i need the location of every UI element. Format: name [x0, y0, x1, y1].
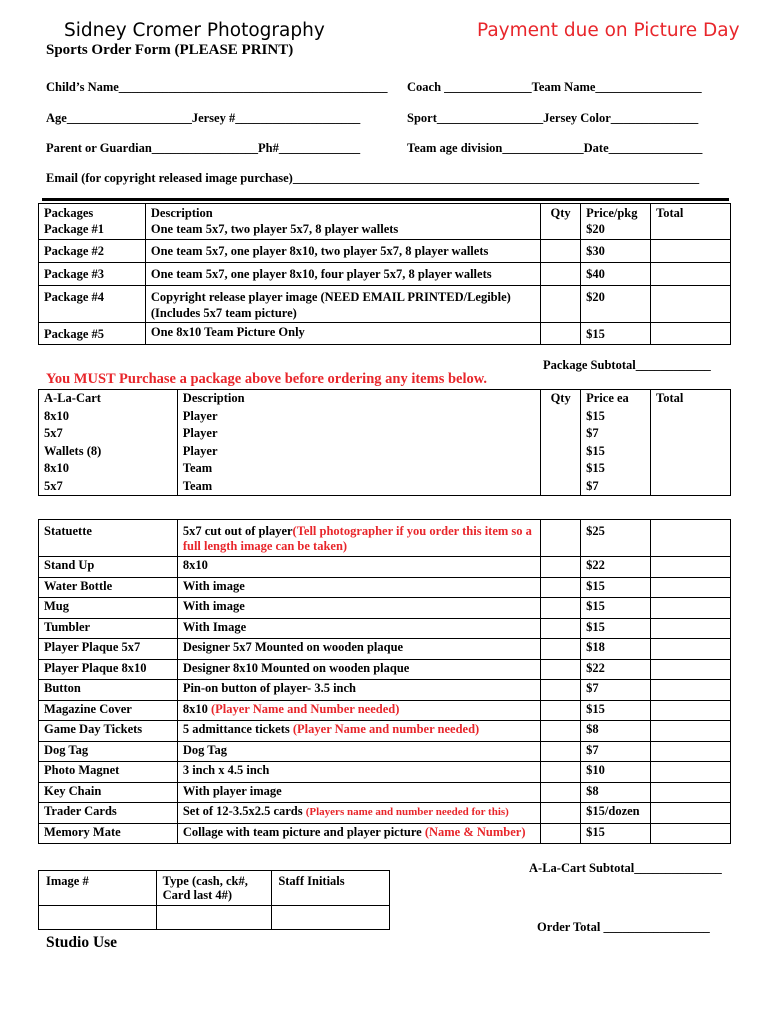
package-row — [39, 204, 731, 240]
package-name: Packages Package #1 — [39, 204, 146, 240]
item-row — [39, 557, 731, 578]
price-cell: $15 — [581, 577, 651, 598]
item-desc: Designer 8x10 Mounted on wooden plaque — [177, 659, 540, 680]
package-row — [39, 323, 731, 345]
price-cell: Price/pkg $20 — [581, 204, 651, 240]
studio-use-table — [38, 870, 390, 930]
package-row — [39, 240, 731, 263]
package-name: Package #3 — [39, 263, 146, 286]
package-row — [39, 263, 731, 286]
price-cell: $25 — [581, 520, 651, 557]
item-name: Photo Magnet — [39, 762, 178, 783]
payment-note: Payment due on Picture Day — [477, 20, 740, 41]
divider — [42, 198, 729, 201]
price-cell: $18 — [581, 639, 651, 660]
alacart-desc: Player — [177, 425, 540, 443]
item-name: Magazine Cover — [39, 700, 178, 721]
item-name: Water Bottle — [39, 577, 178, 598]
item-desc: Set of 12-3.5x2.5 cards (Players name and number needed for this) — [177, 803, 540, 824]
item-name: Stand Up — [39, 557, 178, 578]
item-row — [39, 639, 731, 660]
package-name: Package #5 — [39, 323, 146, 345]
payment-type-cell[interactable] — [156, 906, 272, 930]
staff-initials-header: Staff Initials — [272, 871, 390, 906]
parent-phone-field[interactable]: Parent or Guardian_________________Ph#_____________ — [46, 141, 361, 155]
alacart-name: Wallets (8) — [39, 443, 178, 461]
qty-cell[interactable] — [541, 782, 581, 803]
qty-cell[interactable] — [541, 721, 581, 742]
alacart-row — [39, 460, 731, 478]
package-desc: Description One team 5x7, two player 5x7, 8 player wallets — [145, 204, 540, 240]
division-date-field[interactable]: Team age division_____________Date_______________ — [407, 141, 703, 155]
qty-cell[interactable] — [541, 408, 581, 426]
total-cell[interactable] — [651, 460, 731, 478]
qty-cell[interactable] — [541, 577, 581, 598]
qty-cell[interactable] — [541, 680, 581, 701]
total-cell[interactable] — [651, 557, 731, 578]
column-header: Qty — [541, 390, 581, 408]
qty-cell[interactable] — [541, 618, 581, 639]
price-cell: $7 — [581, 478, 651, 496]
alacart-desc: Team — [177, 478, 540, 496]
alacart-row — [39, 443, 731, 461]
package-desc: One team 5x7, one player 8x10, four player 5x7, 8 player wallets — [145, 263, 540, 286]
item-row — [39, 520, 731, 557]
item-desc: 5 admittance tickets (Player Name and number needed) — [177, 721, 540, 742]
total-cell[interactable] — [651, 443, 731, 461]
studio-header-row — [39, 871, 390, 906]
alacart-row — [39, 425, 731, 443]
total-cell[interactable]: Total — [651, 204, 731, 240]
total-cell[interactable] — [651, 639, 731, 660]
item-desc: 8x10 (Player Name and Number needed) — [177, 700, 540, 721]
price-cell: $15/dozen — [581, 803, 651, 824]
qty-cell[interactable] — [541, 323, 581, 345]
item-name: Tumbler — [39, 618, 178, 639]
staff-initials-cell[interactable] — [272, 906, 390, 930]
item-name: Player Plaque 8x10 — [39, 659, 178, 680]
item-desc: With image — [177, 577, 540, 598]
item-row — [39, 762, 731, 783]
package-subtotal[interactable]: Package Subtotal____________ — [543, 358, 711, 372]
total-cell[interactable] — [651, 598, 731, 619]
price-cell: $15 — [581, 823, 651, 844]
item-row — [39, 680, 731, 701]
price-cell: $7 — [581, 680, 651, 701]
item-row — [39, 721, 731, 742]
price-cell: $8 — [581, 721, 651, 742]
qty-cell[interactable] — [541, 639, 581, 660]
alacart-name: 8x10 — [39, 408, 178, 426]
item-row — [39, 618, 731, 639]
price-cell: $7 — [581, 741, 651, 762]
qty-cell[interactable] — [541, 520, 581, 557]
price-cell: $15 — [581, 700, 651, 721]
coach-team-field[interactable]: Coach ______________Team Name_________________ — [407, 80, 702, 94]
price-cell: $8 — [581, 782, 651, 803]
price-cell: $15 — [581, 443, 651, 461]
total-cell[interactable] — [651, 478, 731, 496]
item-row — [39, 741, 731, 762]
item-desc: 5x7 cut out of player(Tell photographer if you order this item so a full length image can be taken) — [177, 520, 540, 557]
qty-cell[interactable] — [541, 443, 581, 461]
item-desc: Dog Tag — [177, 741, 540, 762]
total-cell[interactable] — [651, 659, 731, 680]
alacart-subtotal[interactable]: A-La-Cart Subtotal______________ — [529, 861, 722, 875]
item-desc: Designer 5x7 Mounted on wooden plaque — [177, 639, 540, 660]
column-header: Price ea — [581, 390, 651, 408]
total-cell[interactable] — [651, 286, 731, 323]
price-cell: $15 — [581, 408, 651, 426]
qty-cell[interactable] — [541, 598, 581, 619]
package-name: Package #2 — [39, 240, 146, 263]
total-cell[interactable] — [651, 823, 731, 844]
price-cell: $15 — [581, 598, 651, 619]
alacart-name: 8x10 — [39, 460, 178, 478]
price-cell: $22 — [581, 659, 651, 680]
total-cell[interactable] — [651, 762, 731, 783]
image-number-cell[interactable] — [39, 906, 157, 930]
studio-name: Sidney Cromer Photography — [64, 20, 325, 41]
qty-cell[interactable] — [541, 823, 581, 844]
item-desc: With player image — [177, 782, 540, 803]
packages-table — [38, 203, 731, 345]
price-cell: $40 — [581, 263, 651, 286]
package-name: Package #4 — [39, 286, 146, 323]
item-row — [39, 782, 731, 803]
alacart-desc: Team — [177, 460, 540, 478]
qty-cell[interactable] — [541, 286, 581, 323]
alacart-name: 5x7 — [39, 425, 178, 443]
item-row — [39, 659, 731, 680]
column-header: A-La-Cart — [39, 390, 178, 408]
item-desc: With Image — [177, 618, 540, 639]
price-cell: $15 — [581, 323, 651, 345]
qty-cell[interactable] — [541, 762, 581, 783]
qty-cell[interactable] — [541, 557, 581, 578]
qty-cell[interactable] — [541, 425, 581, 443]
age-jersey-field[interactable]: Age____________________Jersey #____________________ — [46, 111, 361, 125]
total-cell[interactable] — [651, 782, 731, 803]
purchase-requirement-note: You MUST Purchase a package above before ordering any items below. — [46, 371, 488, 387]
qty-cell[interactable] — [541, 263, 581, 286]
item-name: Mug — [39, 598, 178, 619]
qty-cell[interactable] — [541, 478, 581, 496]
alacart-desc: Player — [177, 408, 540, 426]
item-row — [39, 823, 731, 844]
sport-color-field[interactable]: Sport_________________Jersey Color______________ — [407, 111, 699, 125]
alacart-name: 5x7 — [39, 478, 178, 496]
item-name: Dog Tag — [39, 741, 178, 762]
item-name: Trader Cards — [39, 803, 178, 824]
total-cell[interactable] — [651, 577, 731, 598]
total-cell[interactable] — [651, 240, 731, 263]
total-cell[interactable] — [651, 741, 731, 762]
alacart-table — [38, 389, 731, 496]
item-row — [39, 577, 731, 598]
qty-cell[interactable] — [541, 741, 581, 762]
item-desc: With image — [177, 598, 540, 619]
total-cell[interactable] — [651, 721, 731, 742]
price-cell: $10 — [581, 762, 651, 783]
qty-cell[interactable] — [541, 700, 581, 721]
total-cell[interactable] — [651, 700, 731, 721]
item-name: Key Chain — [39, 782, 178, 803]
price-cell: $30 — [581, 240, 651, 263]
alacart-desc: Player — [177, 443, 540, 461]
item-name: Player Plaque 5x7 — [39, 639, 178, 660]
item-desc: Pin-on button of player- 3.5 inch — [177, 680, 540, 701]
price-cell: $15 — [581, 460, 651, 478]
item-desc: Collage with team picture and player picture (Name & Number) — [177, 823, 540, 844]
package-row — [39, 286, 731, 323]
alacart-row — [39, 408, 731, 426]
items-table — [38, 519, 731, 844]
qty-cell[interactable] — [541, 460, 581, 478]
qty-cell[interactable]: Qty — [541, 204, 581, 240]
item-name: Memory Mate — [39, 823, 178, 844]
image-number-header: Image # — [39, 871, 157, 906]
qty-cell[interactable] — [541, 659, 581, 680]
column-header: Description — [177, 390, 540, 408]
column-header: Total — [651, 390, 731, 408]
total-cell[interactable] — [651, 803, 731, 824]
total-cell[interactable] — [651, 263, 731, 286]
package-desc: One team 5x7, one player 8x10, two player 5x7, 8 player wallets — [145, 240, 540, 263]
package-desc: One 8x10 Team Picture Only — [145, 323, 540, 345]
form-title: Sports Order Form (PLEASE PRINT) — [46, 42, 294, 58]
total-cell[interactable] — [651, 408, 731, 426]
total-cell[interactable] — [651, 680, 731, 701]
total-cell[interactable] — [651, 520, 731, 557]
item-desc: 3 inch x 4.5 inch — [177, 762, 540, 783]
item-name: Button — [39, 680, 178, 701]
item-name: Statuette — [39, 520, 178, 557]
price-cell: $7 — [581, 425, 651, 443]
item-desc: 8x10 — [177, 557, 540, 578]
email-field[interactable]: Email (for copyright released image purchase)_________________________________________________________________ — [46, 171, 700, 185]
total-cell[interactable] — [651, 425, 731, 443]
payment-type-header: Type (cash, ck#, Card last 4#) — [156, 871, 272, 906]
studio-entry-row — [39, 906, 390, 930]
studio-use-label: Studio Use — [46, 934, 118, 951]
qty-cell[interactable] — [541, 240, 581, 263]
order-total[interactable]: Order Total _________________ — [537, 920, 710, 934]
price-cell: $15 — [581, 618, 651, 639]
total-cell[interactable] — [651, 323, 731, 345]
child-name-field[interactable]: Child’s Name___________________________________________ — [46, 80, 388, 94]
package-desc: Copyright release player image (NEED EMAIL PRINTED/Legible) (Includes 5x7 team picture) — [145, 286, 540, 323]
item-row — [39, 598, 731, 619]
price-cell: $22 — [581, 557, 651, 578]
alacart-header-row — [39, 390, 731, 408]
alacart-row — [39, 478, 731, 496]
price-cell: $20 — [581, 286, 651, 323]
item-row — [39, 803, 731, 824]
total-cell[interactable] — [651, 618, 731, 639]
qty-cell[interactable] — [541, 803, 581, 824]
item-row — [39, 700, 731, 721]
item-name: Game Day Tickets — [39, 721, 178, 742]
